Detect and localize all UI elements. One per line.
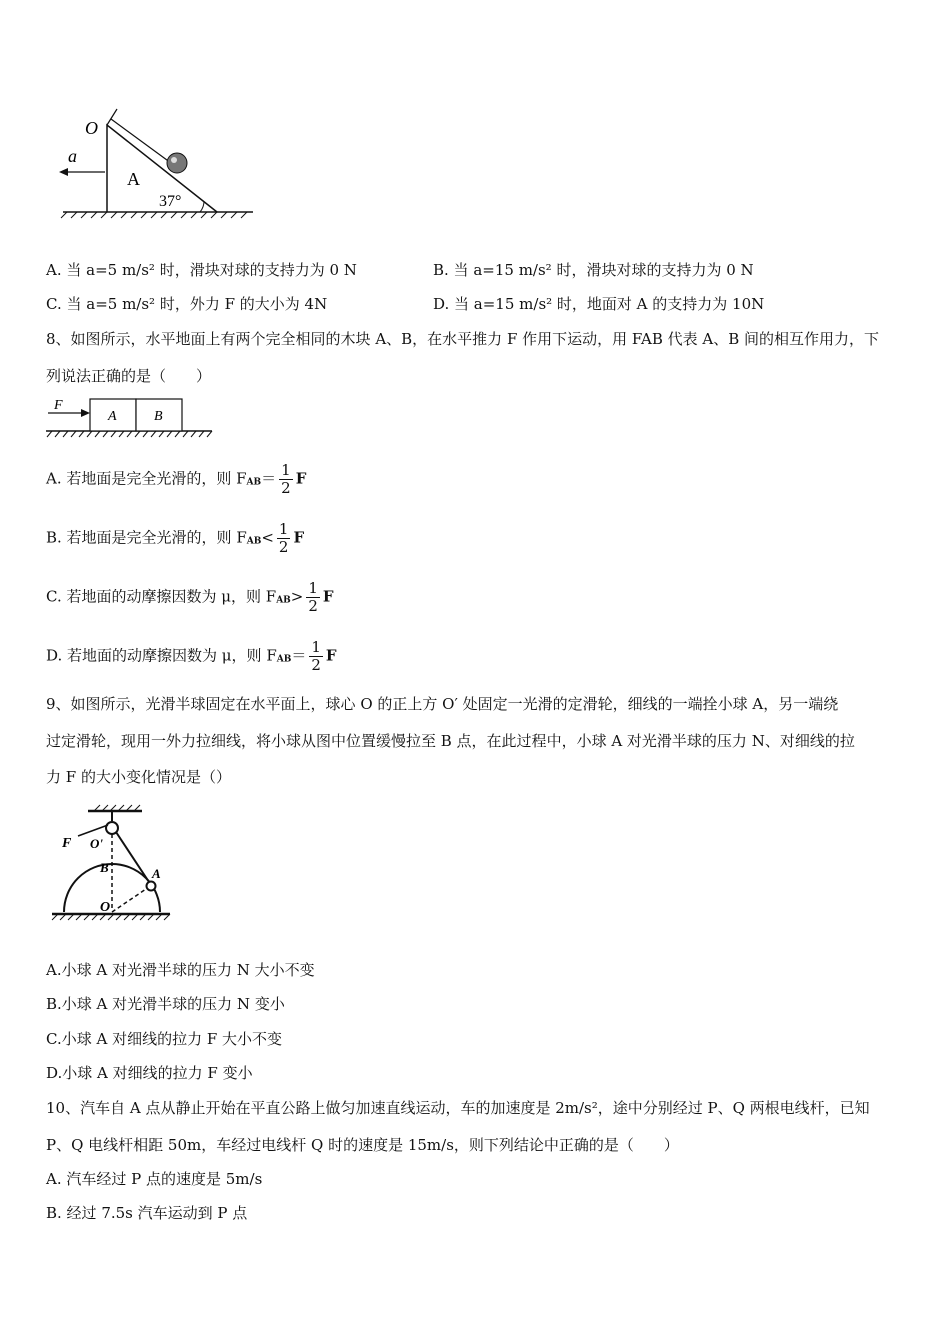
label-O: O [85,118,98,138]
q8-stem-line1: 8、如图所示，水平地面上有两个完全相同的木块 A、B，在水平推力 F 作用下运动，用 FAB 代表 A、B 间的相互作用力，下 [46,330,880,348]
label-O-prime: O' [90,836,103,851]
fraction: $\frac{1}{2}$ [308,579,318,615]
q8-stem-line2: 列说法正确的是（ ） [46,367,212,385]
q7-option-a: A. 当 a=5 m/s² 时，滑块对球的支持力为 0 N [46,261,357,279]
q7-option-b: B. 当 a=15 m/s² 时，滑块对球的支持力为 0 N [433,261,754,279]
label-A: A [127,169,140,189]
fraction: $\frac{1}{2}$ [278,520,289,556]
block-A-label: A [108,409,117,424]
q8-option-a: A. 若地面是完全光滑的，则 FAB＝ $\frac{1}{2}$ F [46,461,307,497]
q9-option-c: C.小球 A 对细线的拉力 F 大小不变 [46,1030,283,1048]
block-B-label: B [154,409,163,424]
blocks-figure [46,396,216,442]
label-F: F [62,836,72,851]
q9-option-a: A.小球 A 对光滑半球的压力 N 大小不变 [46,961,315,979]
force-F-label: F [54,398,63,413]
q10-option-b: B. 经过 7.5s 汽车运动到 P 点 [46,1204,248,1222]
q9-stem-line2: 过定滑轮，现用一外力拉细线，将小球从图中位置缓慢拉至 B 点，在此过程中，小球 A 对光滑半球的压力 N、对细线的拉 [46,732,855,750]
q10-option-a: A. 汽车经过 P 点的速度是 5m/s [46,1170,263,1188]
q10-stem-line2: P、Q 电线杆相距 50m，车经过电线杆 Q 时的速度是 15m/s，则下列结论中正确的是（ ） [46,1136,679,1154]
q9-option-d: D.小球 A 对细线的拉力 F 变小 [46,1064,253,1082]
q8-option-c: C. 若地面的动摩擦因数为 μ，则 FAB> $\frac{1}{2}$ F [46,579,334,615]
fraction: $\frac{1}{2}$ [311,638,321,674]
label-B: B [100,860,109,875]
q10-stem-line1: 10、汽车自 A 点从静止开始在平直公路上做匀加速直线运动，车的加速度是 2m/s²，途中分别经过 P、Q 两根电线杆，已知 [46,1099,870,1117]
fraction: $\frac{1}{2}$ [281,461,291,497]
label-O: O [100,900,111,915]
q8-option-b: B. 若地面是完全光滑的，则 FAB< $\frac{1}{2}$ F [46,520,305,556]
q9-stem-line1: 9、如图所示，光滑半球固定在水平面上，球心 O 的正上方 O′ 处固定一光滑的定滑轮，细线的一端拴小球 A，另一端绕 [46,695,839,713]
q7-option-d: D. 当 a=15 m/s² 时，地面对 A 的支持力为 10N [433,295,765,313]
q9-option-b: B.小球 A 对光滑半球的压力 N 变小 [46,995,285,1013]
label-angle: 37° [159,193,182,210]
label-a: a [68,146,77,166]
q9-stem-line3: 力 F 的大小变化情况是（） [46,768,231,786]
q7-option-c: C. 当 a=5 m/s² 时，外力 F 的大小为 4N [46,295,328,313]
incline-figure [55,105,265,220]
hemisphere-figure [46,808,176,923]
label-A: A [152,866,161,881]
q8-option-d: D. 若地面的动摩擦因数为 μ，则 FAB＝ $\frac{1}{2}$ F [46,638,337,674]
